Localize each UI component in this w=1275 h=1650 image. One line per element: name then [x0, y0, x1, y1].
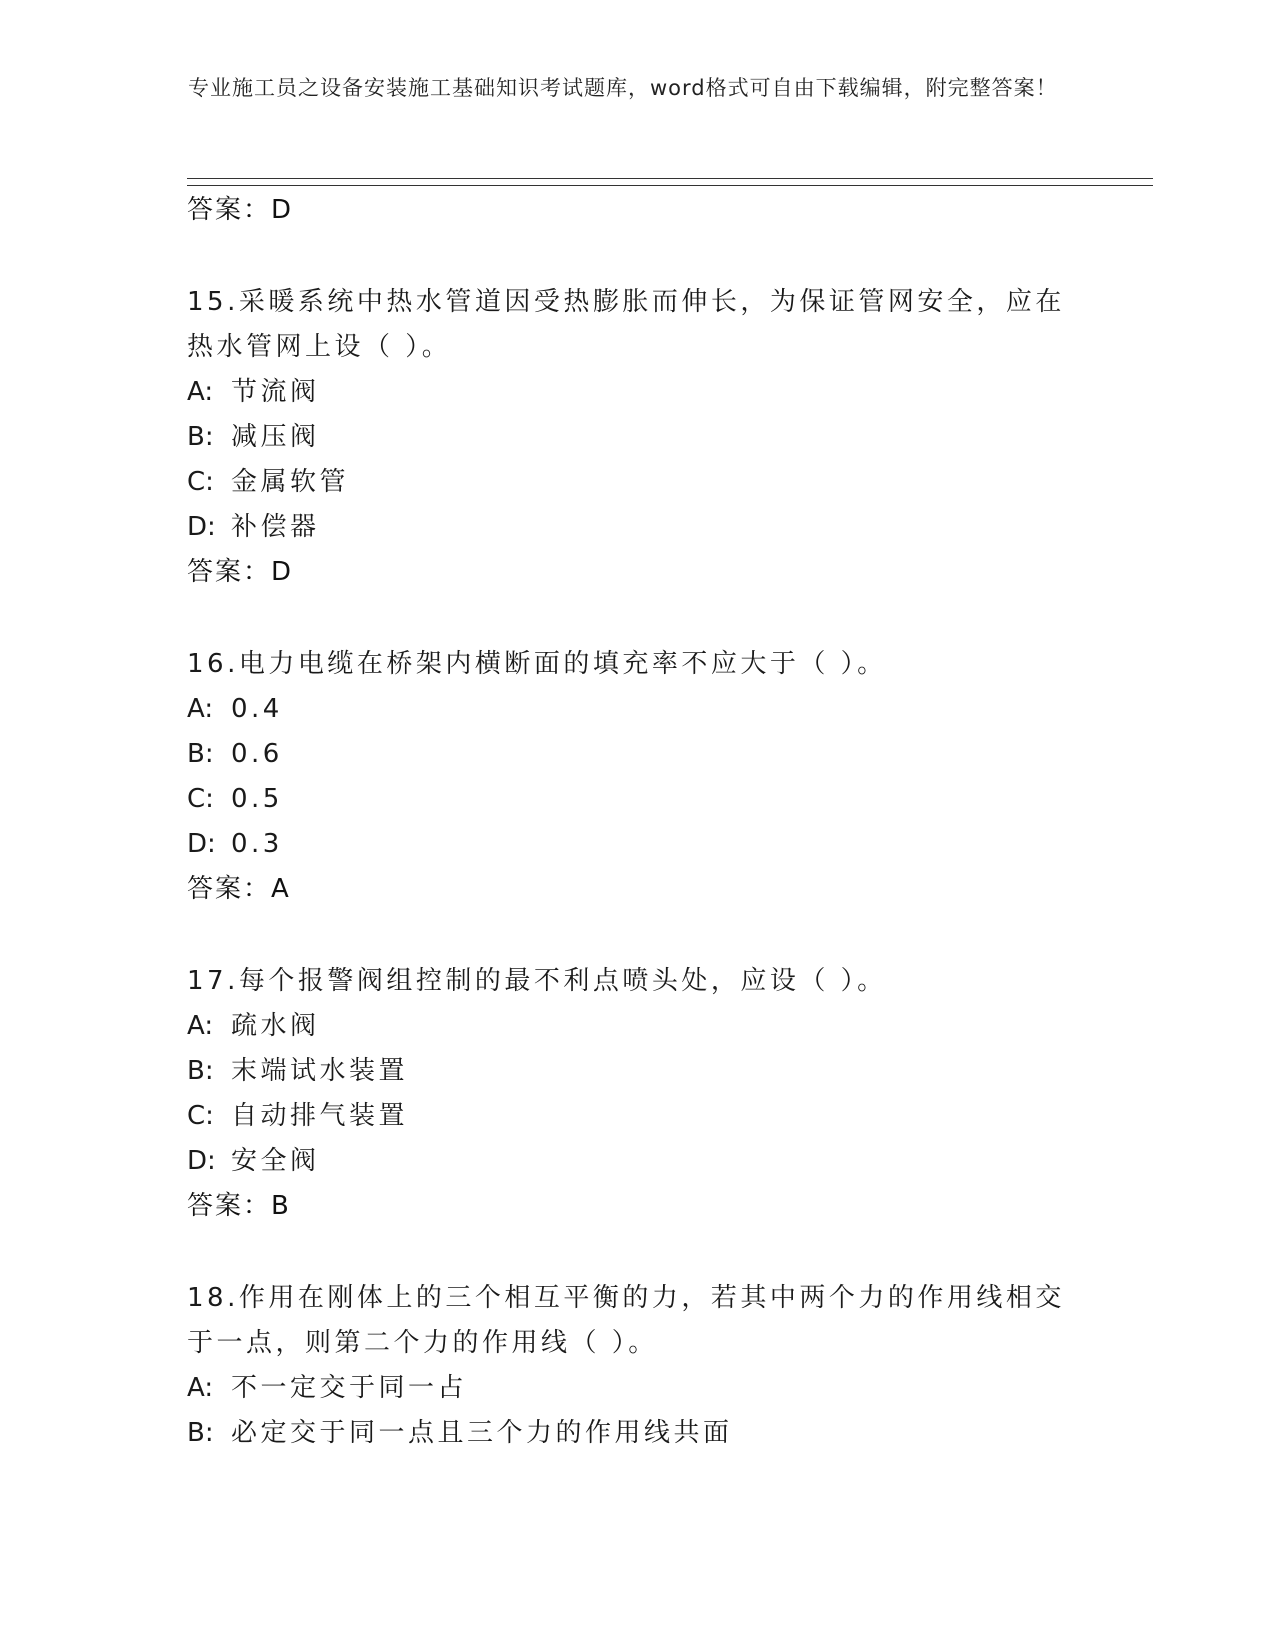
document-body: [187, 188, 1087, 1456]
header-divider: [187, 178, 1153, 186]
option-text: 0.6: [231, 739, 283, 769]
option-text: 0.4: [231, 694, 283, 724]
option-text: 安全阀: [231, 1146, 320, 1176]
option-text: 必定交于同一点且三个力的作用线共面: [231, 1418, 733, 1448]
answer: 答案：A: [187, 874, 291, 904]
option-letter: D:: [187, 512, 216, 542]
option-text: 补偿器: [231, 512, 320, 542]
option-letter: C:: [187, 1101, 214, 1131]
option-text: 自动排气装置: [231, 1101, 409, 1131]
option-letter: A:: [187, 694, 214, 724]
option-letter: B:: [187, 422, 214, 452]
option-d: [187, 822, 1087, 867]
option-letter: A:: [187, 1011, 214, 1041]
option-a: [187, 370, 1087, 415]
option-letter: C:: [187, 784, 214, 814]
option-text: 疏水阀: [231, 1011, 320, 1041]
option-letter: A:: [187, 377, 214, 407]
option-text: 金属软管: [231, 467, 350, 497]
option-letter: D:: [187, 1146, 216, 1176]
option-letter: C:: [187, 467, 214, 497]
question-17: [187, 959, 1087, 1229]
option-d: [187, 505, 1087, 550]
option-letter: D:: [187, 829, 216, 859]
option-c: [187, 1094, 1087, 1139]
question-15: [187, 280, 1087, 595]
question-stem: 18.作用在刚体上的三个相互平衡的力，若其中两个力的作用线相交于一点，则第二个力的作用线（ ）。: [187, 1283, 1065, 1358]
option-c: [187, 777, 1087, 822]
option-b: [187, 732, 1087, 777]
option-b: [187, 1049, 1087, 1094]
option-text: 末端试水装置: [231, 1056, 409, 1086]
spacer: [187, 233, 1087, 280]
option-a: [187, 687, 1087, 732]
question-stem: 15.采暖系统中热水管道因受热膨胀而伸长，为保证管网安全，应在热水管网上设（ ）。: [187, 287, 1065, 362]
answer-previous: 答案：D: [187, 195, 294, 225]
option-a: [187, 1004, 1087, 1049]
option-d: [187, 1139, 1087, 1184]
spacer: [187, 1229, 1087, 1276]
question-stem: 16.电力电缆在桥架内横断面的填充率不应大于（ ）。: [187, 649, 887, 679]
option-letter: A:: [187, 1373, 214, 1403]
option-c: [187, 460, 1087, 505]
option-text: 不一定交于同一占: [231, 1373, 468, 1403]
option-text: 0.3: [231, 829, 283, 859]
option-letter: B:: [187, 739, 214, 769]
question-18: [187, 1276, 1087, 1456]
spacer: [187, 912, 1087, 959]
spacer: [187, 595, 1087, 642]
question-stem: 17.每个报警阀组控制的最不利点喷头处，应设（ ）。: [187, 966, 887, 996]
page-header: 专业施工员之设备安装施工基础知识考试题库，word格式可自由下载编辑，附完整答案！: [188, 76, 1058, 100]
option-b: [187, 1411, 1087, 1456]
option-text: 减压阀: [231, 422, 320, 452]
option-b: [187, 415, 1087, 460]
option-a: [187, 1366, 1087, 1411]
answer: 答案：D: [187, 557, 294, 587]
option-letter: B:: [187, 1056, 214, 1086]
option-text: 0.5: [231, 784, 283, 814]
option-letter: B:: [187, 1418, 214, 1448]
question-16: [187, 642, 1087, 912]
answer: 答案：B: [187, 1191, 291, 1221]
option-text: 节流阀: [231, 377, 320, 407]
